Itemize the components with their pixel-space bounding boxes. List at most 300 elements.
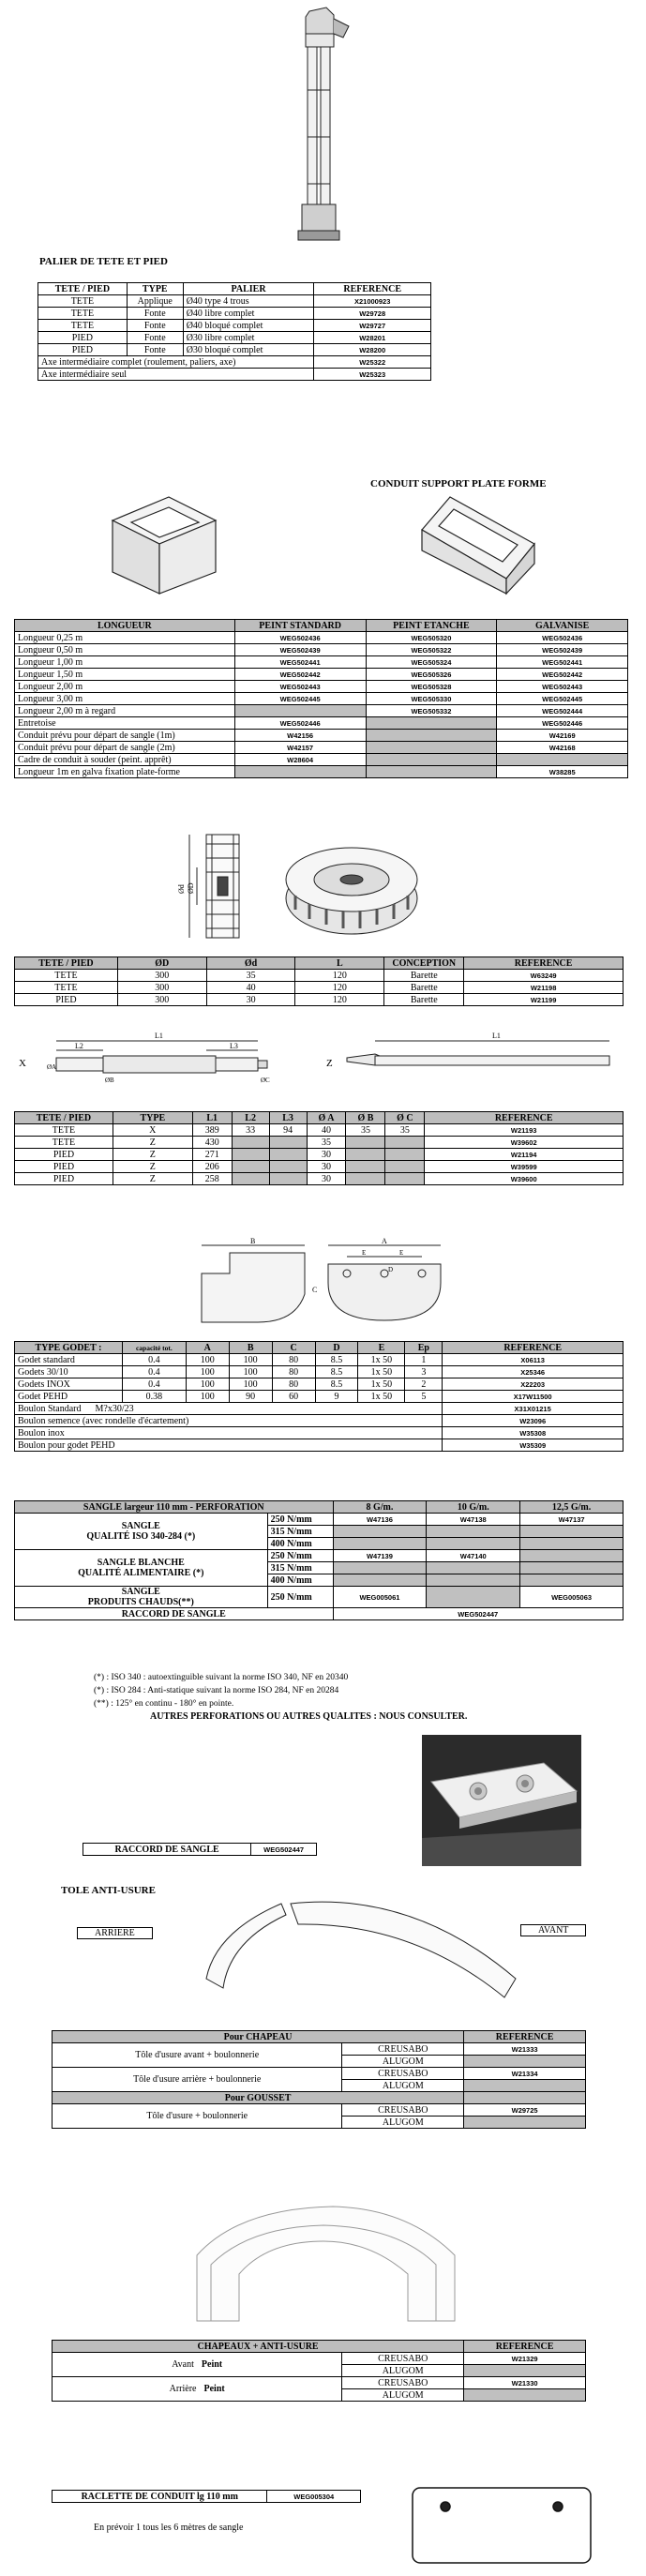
table-cell: Boulon inox bbox=[15, 1427, 443, 1439]
table-row bbox=[15, 982, 623, 994]
table-cell: TETE bbox=[38, 308, 128, 320]
table-row bbox=[15, 1137, 623, 1149]
table-cell: W29725 bbox=[464, 2104, 586, 2117]
table-cell: 100 bbox=[186, 1366, 229, 1378]
table-cell: 3 bbox=[405, 1366, 443, 1378]
table-cell: 80 bbox=[272, 1354, 315, 1366]
table-cell: Godet PEHD bbox=[15, 1391, 123, 1403]
table-cell bbox=[366, 766, 497, 778]
table-cell bbox=[464, 2080, 586, 2092]
table-cell: Barette bbox=[384, 994, 464, 1006]
drum-section-drawing bbox=[178, 830, 263, 942]
table-header: Ø B bbox=[346, 1112, 385, 1124]
belt-connector-label: RACCORD DE SANGLE bbox=[83, 1844, 251, 1856]
table-cell: 1x 50 bbox=[358, 1378, 405, 1391]
table-cell: W39600 bbox=[425, 1173, 623, 1185]
table-cell: 35 bbox=[346, 1124, 385, 1137]
table-cell: 271 bbox=[192, 1149, 232, 1161]
head-cover-drawing bbox=[183, 2199, 464, 2330]
table-cell: WEG502446 bbox=[234, 717, 366, 730]
table-row bbox=[15, 970, 623, 982]
table-cell bbox=[53, 2353, 342, 2377]
wear-plate-front-drawing bbox=[281, 1894, 534, 2026]
table-cell: 60 bbox=[272, 1391, 315, 1403]
cover-table bbox=[52, 2340, 586, 2402]
table-row bbox=[38, 332, 431, 344]
table-cell: 30 bbox=[307, 1161, 346, 1173]
table-cell: 0.38 bbox=[122, 1391, 186, 1403]
table-cell bbox=[232, 1149, 269, 1161]
table-cell: 250 N/mm bbox=[267, 1514, 333, 1526]
table-cell: W28604 bbox=[234, 754, 366, 766]
scraper-drawing bbox=[403, 2480, 600, 2569]
table-cell bbox=[333, 1574, 427, 1587]
table-cell: ALUGOM bbox=[342, 2117, 464, 2129]
table-cell: WEG502443 bbox=[234, 681, 366, 693]
table-row bbox=[15, 1124, 623, 1137]
table-cell bbox=[427, 1526, 520, 1538]
table-cell: 258 bbox=[192, 1173, 232, 1185]
table-cell: X31X01215 bbox=[443, 1403, 623, 1415]
table-cell: X25346 bbox=[443, 1366, 623, 1378]
table-header: C bbox=[272, 1342, 315, 1354]
bucket-dim-e1: E bbox=[362, 1249, 367, 1257]
belt-group-label: SANGLE BLANCHE QUALITÉ ALIMENTAIRE (*) bbox=[15, 1550, 268, 1587]
table-header: Ø C bbox=[385, 1112, 425, 1124]
table-cell: Fonte bbox=[127, 332, 183, 344]
table-cell bbox=[234, 705, 366, 717]
table-cell: W47136 bbox=[333, 1514, 427, 1526]
table-cell: WEG502442 bbox=[497, 669, 628, 681]
table-header: L2 bbox=[232, 1112, 269, 1124]
table-cell: 33 bbox=[232, 1124, 269, 1137]
table-header: capacité tot. bbox=[122, 1342, 186, 1354]
table-cell: W39599 bbox=[425, 1161, 623, 1173]
table-cell: X bbox=[113, 1124, 192, 1137]
table-header: 12,5 G/m. bbox=[520, 1501, 623, 1514]
table-cell: W39602 bbox=[425, 1137, 623, 1149]
table-cell bbox=[427, 1587, 520, 1608]
table-cell: W21199 bbox=[464, 994, 623, 1006]
table-cell: PIED bbox=[15, 1173, 113, 1185]
table-cell: Boulon Standard M?x30/23 bbox=[15, 1403, 443, 1415]
axe-z-dim-l1: L1 bbox=[492, 1032, 501, 1040]
table-cell: Barette bbox=[384, 982, 464, 994]
table-cell: WEG005063 bbox=[520, 1587, 623, 1608]
table-row bbox=[53, 2068, 586, 2080]
table-cell bbox=[366, 754, 497, 766]
table-cell: W25323 bbox=[314, 369, 431, 381]
cover-finish: Peint bbox=[203, 2384, 225, 2394]
table-cell bbox=[464, 2365, 586, 2377]
table-cell: 250 N/mm bbox=[267, 1587, 333, 1608]
table-header: 10 G/m. bbox=[427, 1501, 520, 1514]
table-cell bbox=[333, 1538, 427, 1550]
table-cell: 35 bbox=[307, 1137, 346, 1149]
table-cell: W21334 bbox=[464, 2068, 586, 2080]
table-row bbox=[15, 717, 628, 730]
table-row bbox=[15, 742, 628, 754]
table-cell: Longueur 0,50 m bbox=[15, 644, 235, 656]
table-header: PALIER bbox=[183, 283, 314, 295]
table-cell: Entretoise bbox=[15, 717, 235, 730]
belt-notice: AUTRES PERFORATIONS OU AUTRES QUALITES : NOUS CONSULTER. bbox=[150, 1711, 468, 1722]
table-cell: W35308 bbox=[443, 1427, 623, 1439]
table-header: REFERENCE bbox=[425, 1112, 623, 1124]
table-row bbox=[15, 656, 628, 669]
table-header: Ød bbox=[206, 957, 295, 970]
table-header: ØD bbox=[117, 957, 206, 970]
table-header: CONCEPTION bbox=[384, 957, 464, 970]
table-cell: Tôle d'usure avant + boulonnerie bbox=[53, 2043, 342, 2068]
table-row bbox=[38, 295, 431, 308]
table-header-row bbox=[15, 1342, 623, 1354]
table-cell: CREUSABO bbox=[342, 2043, 464, 2056]
wear-plate-table bbox=[52, 2030, 586, 2129]
table-cell: 120 bbox=[295, 970, 384, 982]
table-row bbox=[15, 705, 628, 717]
drum-dim-small: Ød bbox=[177, 884, 186, 894]
table-row bbox=[15, 1439, 623, 1452]
table-row bbox=[15, 766, 628, 778]
table-cell bbox=[464, 2117, 586, 2129]
table-cell: 100 bbox=[229, 1366, 272, 1378]
bucket-dim-d: D bbox=[388, 1266, 394, 1273]
table-cell: WEG505328 bbox=[366, 681, 497, 693]
table-cell: W21329 bbox=[464, 2353, 586, 2365]
table-cell: 90 bbox=[229, 1391, 272, 1403]
table-cell: Axe intermédiaire complet (roulement, paliers, axe) bbox=[38, 356, 314, 369]
table-cell: Longueur 0,25 m bbox=[15, 632, 235, 644]
table-cell: 80 bbox=[272, 1378, 315, 1391]
scraper-ref: WEG005304 bbox=[267, 2491, 361, 2503]
table-cell: Conduit prévu pour départ de sangle (2m) bbox=[15, 742, 235, 754]
table-cell: W29727 bbox=[314, 320, 431, 332]
table-row bbox=[15, 1391, 623, 1403]
table-cell: W29728 bbox=[314, 308, 431, 320]
table-cell: 300 bbox=[117, 994, 206, 1006]
table-header: TETE / PIED bbox=[15, 957, 118, 970]
table-header-row bbox=[53, 2341, 586, 2353]
table-cell: Longueur 1,00 m bbox=[15, 656, 235, 669]
table-row bbox=[15, 1173, 623, 1185]
bucket-table bbox=[14, 1341, 623, 1452]
table-cell: Z bbox=[113, 1173, 192, 1185]
table-header: E bbox=[358, 1342, 405, 1354]
table-cell: RACCORD DE SANGLE bbox=[15, 1608, 334, 1620]
table-header: TETE / PIED bbox=[15, 1112, 113, 1124]
drum-table bbox=[14, 957, 623, 1006]
table-header: Pour CHAPEAU bbox=[53, 2031, 464, 2043]
table-header: L3 bbox=[269, 1112, 307, 1124]
table-row bbox=[38, 356, 431, 369]
axe-dim-c: ØC bbox=[261, 1077, 270, 1084]
table-header-row bbox=[15, 1501, 623, 1514]
axe-x-label: X bbox=[19, 1058, 26, 1069]
table-cell bbox=[464, 2389, 586, 2402]
table-row bbox=[15, 632, 628, 644]
wear-plate-rear-drawing bbox=[197, 1894, 291, 1997]
table-cell: W63249 bbox=[464, 970, 623, 982]
drum-3d-illustration bbox=[281, 844, 422, 938]
table-cell: W47140 bbox=[427, 1550, 520, 1562]
table-cell: ALUGOM bbox=[342, 2056, 464, 2068]
table-cell bbox=[269, 1173, 307, 1185]
table-cell: 120 bbox=[295, 982, 384, 994]
table-cell: 100 bbox=[186, 1378, 229, 1391]
belt-note-1: (*) : ISO 340 : autoextinguible suivant la norme ISO 340, NF en 20340 bbox=[94, 1673, 349, 1682]
table-cell: W21330 bbox=[464, 2377, 586, 2389]
table-header: PEINT STANDARD bbox=[234, 620, 366, 632]
table-cell: Z bbox=[113, 1137, 192, 1149]
table-cell: X22203 bbox=[443, 1378, 623, 1391]
table-cell: Boulon pour godet PEHD bbox=[15, 1439, 443, 1452]
table-row bbox=[15, 1587, 623, 1608]
table-cell bbox=[385, 1149, 425, 1161]
table-cell bbox=[385, 1137, 425, 1149]
table-row bbox=[15, 1514, 623, 1526]
table-row bbox=[15, 644, 628, 656]
table-cell: W47138 bbox=[427, 1514, 520, 1526]
scraper-label: RACLETTE DE CONDUIT lg 110 mm bbox=[53, 2491, 267, 2503]
table-cell: 300 bbox=[117, 970, 206, 982]
table-cell bbox=[346, 1137, 385, 1149]
table-cell: 1x 50 bbox=[358, 1354, 405, 1366]
avant-label: AVANT bbox=[520, 1924, 586, 1936]
scraper-note: En prévoir 1 tous les 6 mètres de sangle bbox=[94, 2523, 244, 2533]
table-cell: 80 bbox=[272, 1366, 315, 1378]
table-cell: 430 bbox=[192, 1137, 232, 1149]
table-cell bbox=[232, 1137, 269, 1149]
table-header: 8 G/m. bbox=[333, 1501, 427, 1514]
table-cell bbox=[520, 1562, 623, 1574]
table-header-row bbox=[38, 283, 431, 295]
table-header: SANGLE largeur 110 mm - PERFORATION bbox=[15, 1501, 334, 1514]
table-cell: PIED bbox=[15, 1149, 113, 1161]
table-cell: Z bbox=[113, 1149, 192, 1161]
table-header: Ep bbox=[405, 1342, 443, 1354]
table-cell: W47137 bbox=[520, 1514, 623, 1526]
belt-notes bbox=[94, 1671, 467, 1724]
table-cell: Applique bbox=[127, 295, 183, 308]
table-cell: 40 bbox=[307, 1124, 346, 1137]
table-cell: 8.5 bbox=[315, 1378, 358, 1391]
belt-connector-ref: WEG502447 bbox=[251, 1844, 317, 1856]
table-cell: Longueur 2,00 m bbox=[15, 681, 235, 693]
belt-connector-photo bbox=[422, 1735, 581, 1866]
table-row bbox=[15, 1354, 623, 1366]
bucket-front-drawing bbox=[319, 1236, 450, 1330]
table-header: L bbox=[295, 957, 384, 970]
table-cell: 35 bbox=[206, 970, 295, 982]
table-row bbox=[15, 1415, 623, 1427]
table-cell: Cadre de conduit à souder (peint. apprêt) bbox=[15, 754, 235, 766]
table-row bbox=[15, 1403, 623, 1415]
table-cell: 206 bbox=[192, 1161, 232, 1173]
table-cell bbox=[333, 1562, 427, 1574]
table-cell: X21000923 bbox=[314, 295, 431, 308]
table-header: GALVANISE bbox=[497, 620, 628, 632]
belt-note-2: (*) : ISO 284 : Anti-statique suivant la norme ISO 284, NF en 20284 bbox=[94, 1686, 339, 1695]
axe-dim-l3: L3 bbox=[230, 1042, 238, 1050]
table-cell: W28201 bbox=[314, 332, 431, 344]
table-cell bbox=[333, 1526, 427, 1538]
table-cell bbox=[346, 1173, 385, 1185]
table-cell: 315 N/mm bbox=[267, 1562, 333, 1574]
table-cell bbox=[346, 1161, 385, 1173]
table-cell: WEG502443 bbox=[497, 681, 628, 693]
table-cell: TETE bbox=[15, 1137, 113, 1149]
table-cell: 315 N/mm bbox=[267, 1526, 333, 1538]
table-cell: WEG505332 bbox=[366, 705, 497, 717]
table-header: Pour GOUSSET bbox=[53, 2092, 464, 2104]
table-cell: 100 bbox=[186, 1391, 229, 1403]
table-cell: WEG505322 bbox=[366, 644, 497, 656]
belt-note-3: (**) : 125° en continu - 180° en pointe. bbox=[94, 1699, 234, 1709]
axe-dim-l2: L2 bbox=[75, 1042, 83, 1050]
table-cell: 0.4 bbox=[122, 1354, 186, 1366]
bucket-dim-c: C bbox=[312, 1286, 318, 1294]
table-header: CHAPEAUX + ANTI-USURE bbox=[53, 2341, 464, 2353]
table-cell bbox=[427, 1538, 520, 1550]
table-cell: 120 bbox=[295, 994, 384, 1006]
table-cell: 40 bbox=[206, 982, 295, 994]
table-header: REFERENCE bbox=[464, 957, 623, 970]
table-header-row bbox=[53, 2031, 586, 2043]
table-cell: W21194 bbox=[425, 1149, 623, 1161]
table-cell: WEG505324 bbox=[366, 656, 497, 669]
table-header: REFERENCE bbox=[314, 283, 431, 295]
table-cell: WEG502436 bbox=[497, 632, 628, 644]
table-row bbox=[38, 320, 431, 332]
table-row bbox=[15, 1608, 623, 1620]
table-cell: ALUGOM bbox=[342, 2389, 464, 2402]
bucket-dim-b: B bbox=[250, 1237, 256, 1245]
table-cell: Fonte bbox=[127, 320, 183, 332]
table-row bbox=[15, 1378, 623, 1391]
table-cell: 250 N/mm bbox=[267, 1550, 333, 1562]
table-cell bbox=[234, 766, 366, 778]
table-cell bbox=[520, 1574, 623, 1587]
table-cell: Godet standard bbox=[15, 1354, 123, 1366]
table-cell: 30 bbox=[307, 1173, 346, 1185]
table-header: D bbox=[315, 1342, 358, 1354]
palier-title: PALIER DE TETE ET PIED bbox=[39, 256, 168, 267]
table-cell: Longueur 3,00 m bbox=[15, 693, 235, 705]
table-cell: WEG505326 bbox=[366, 669, 497, 681]
table-row bbox=[38, 369, 431, 381]
table-header-row bbox=[15, 957, 623, 970]
table-cell bbox=[427, 1574, 520, 1587]
table-header: TYPE bbox=[113, 1112, 192, 1124]
tole-title: TOLE ANTI-USURE bbox=[61, 1885, 156, 1896]
axe-dim-l1: L1 bbox=[155, 1032, 163, 1040]
table-cell: 94 bbox=[269, 1124, 307, 1137]
bucket-side-drawing bbox=[192, 1236, 323, 1330]
table-cell: 9 bbox=[315, 1391, 358, 1403]
table-header: TETE / PIED bbox=[38, 283, 128, 295]
table-header: A bbox=[186, 1342, 229, 1354]
table-cell: WEG502442 bbox=[234, 669, 366, 681]
table-cell: W42156 bbox=[234, 730, 366, 742]
table-cell: PIED bbox=[15, 994, 118, 1006]
arriere-label: ARRIERE bbox=[77, 1927, 153, 1939]
table-header-row bbox=[15, 1112, 623, 1124]
table-cell: W25322 bbox=[314, 356, 431, 369]
table-header-row bbox=[53, 2092, 586, 2104]
table-header: REFERENCE bbox=[464, 2341, 586, 2353]
table-cell bbox=[53, 2377, 342, 2402]
table-cell: 5 bbox=[405, 1391, 443, 1403]
table-cell: W21198 bbox=[464, 982, 623, 994]
table-row bbox=[15, 1427, 623, 1439]
table-cell: Tôle d'usure arrière + boulonnerie bbox=[53, 2068, 342, 2092]
table-cell: W35309 bbox=[443, 1439, 623, 1452]
conduit-illustration-left bbox=[103, 492, 225, 595]
table-cell: WEG502444 bbox=[497, 705, 628, 717]
table-cell bbox=[269, 1137, 307, 1149]
table-cell: W42168 bbox=[497, 742, 628, 754]
table-cell: WEG502441 bbox=[234, 656, 366, 669]
table-cell bbox=[366, 717, 497, 730]
table-cell: X06113 bbox=[443, 1354, 623, 1366]
table-cell: WEG005061 bbox=[333, 1587, 427, 1608]
conduit-title: CONDUIT SUPPORT PLATE FORME bbox=[370, 478, 547, 490]
table-header: TYPE GODET : bbox=[15, 1342, 123, 1354]
table-cell: CREUSABO bbox=[342, 2068, 464, 2080]
table-cell: TETE bbox=[38, 295, 128, 308]
table-cell bbox=[520, 1538, 623, 1550]
table-cell: 1 bbox=[405, 1354, 443, 1366]
table-cell bbox=[232, 1161, 269, 1173]
table-row bbox=[53, 2353, 586, 2365]
table-cell: CREUSABO bbox=[342, 2377, 464, 2389]
bucket-dim-a: A bbox=[382, 1237, 387, 1245]
table-cell: W38285 bbox=[497, 766, 628, 778]
table-cell: X17W11500 bbox=[443, 1391, 623, 1403]
table-cell: 100 bbox=[229, 1378, 272, 1391]
table-cell: 1x 50 bbox=[358, 1391, 405, 1403]
table-cell: W21193 bbox=[425, 1124, 623, 1137]
table-cell: Axe intermédiaire seul bbox=[38, 369, 314, 381]
table-cell: TETE bbox=[15, 982, 118, 994]
table-cell bbox=[232, 1173, 269, 1185]
table-cell: W23096 bbox=[443, 1415, 623, 1427]
table-cell: CREUSABO bbox=[342, 2104, 464, 2117]
table-cell: WEG502436 bbox=[234, 632, 366, 644]
drum-dim-large: ØD bbox=[187, 882, 195, 894]
table-cell: WEG505330 bbox=[366, 693, 497, 705]
table-cell: WEG502441 bbox=[497, 656, 628, 669]
table-header: REFERENCE bbox=[464, 2031, 586, 2043]
table-cell: 400 N/mm bbox=[267, 1538, 333, 1550]
bucket-dim-e2: E bbox=[399, 1249, 404, 1257]
cover-position: Avant bbox=[172, 2359, 194, 2370]
table-header-row bbox=[15, 620, 628, 632]
table-cell: 30 bbox=[307, 1149, 346, 1161]
table-header: PEINT ETANCHE bbox=[366, 620, 497, 632]
table-cell: W42169 bbox=[497, 730, 628, 742]
belt-connector-table bbox=[83, 1843, 317, 1856]
table-cell bbox=[385, 1173, 425, 1185]
table-row bbox=[15, 1366, 623, 1378]
table-row bbox=[15, 1550, 623, 1562]
table-cell: 30 bbox=[206, 994, 295, 1006]
table-cell: ALUGOM bbox=[342, 2080, 464, 2092]
cover-position: Arrière bbox=[169, 2384, 197, 2394]
table-header: L1 bbox=[192, 1112, 232, 1124]
table-row bbox=[15, 994, 623, 1006]
